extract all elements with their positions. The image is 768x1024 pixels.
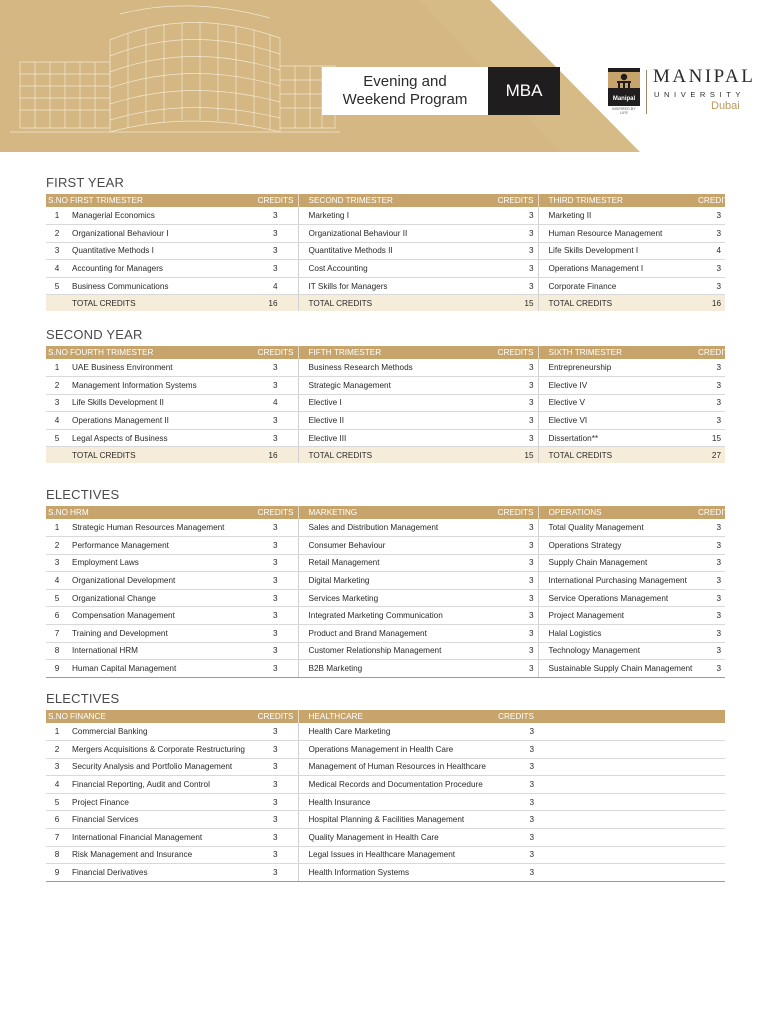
row-number: 1 bbox=[46, 359, 68, 377]
empty-cell bbox=[696, 829, 725, 847]
course-credits: 3 bbox=[486, 741, 538, 759]
course-credits: 3 bbox=[246, 377, 298, 395]
course-credits: 3 bbox=[696, 572, 725, 590]
credits-header: CREDITS bbox=[246, 194, 298, 207]
table-row bbox=[46, 207, 725, 225]
course-name: Legal Issues in Healthcare Management bbox=[298, 846, 486, 864]
table-header-row bbox=[46, 194, 725, 207]
course-name: Management of Human Resources in Healthcare bbox=[298, 758, 486, 776]
empty-cell bbox=[538, 793, 696, 811]
course-credits: 3 bbox=[486, 829, 538, 847]
column-header: HRM bbox=[68, 506, 246, 519]
table-row bbox=[46, 625, 725, 643]
column-header: MARKETING bbox=[298, 506, 486, 519]
course-name: Project Finance bbox=[68, 793, 246, 811]
empty-cell bbox=[538, 723, 696, 741]
empty-cell bbox=[696, 741, 725, 759]
row-number: 4 bbox=[46, 572, 68, 590]
course-name: Total Quality Management bbox=[538, 519, 696, 537]
row-number: 6 bbox=[46, 811, 68, 829]
course-name: Financial Reporting, Audit and Control bbox=[68, 776, 246, 794]
table-row bbox=[46, 394, 725, 412]
empty-cell bbox=[696, 811, 725, 829]
column-header: FINANCE bbox=[68, 710, 246, 723]
course-credits: 3 bbox=[486, 864, 538, 882]
course-name: Commercial Banking bbox=[68, 723, 246, 741]
total-label: TOTAL CREDITS bbox=[538, 295, 696, 311]
table-row bbox=[46, 607, 725, 625]
course-credits: 3 bbox=[246, 793, 298, 811]
course-name: International Purchasing Management bbox=[538, 572, 696, 590]
course-name: Product and Brand Management bbox=[298, 625, 486, 643]
course-name: Corporate Finance bbox=[538, 277, 696, 295]
course-credits: 3 bbox=[696, 394, 725, 412]
course-name: Elective IV bbox=[538, 377, 696, 395]
course-credits: 3 bbox=[486, 207, 538, 225]
course-name: Strategic Human Resources Management bbox=[68, 519, 246, 537]
empty-cell bbox=[538, 741, 696, 759]
course-name: IT Skills for Managers bbox=[298, 277, 486, 295]
row-number: 4 bbox=[46, 260, 68, 278]
course-credits: 3 bbox=[246, 554, 298, 572]
empty-cell bbox=[696, 776, 725, 794]
second-year-title: SECOND YEAR bbox=[46, 327, 143, 342]
course-credits: 3 bbox=[246, 537, 298, 555]
course-credits: 3 bbox=[486, 412, 538, 430]
empty-header bbox=[538, 710, 696, 723]
table-row bbox=[46, 642, 725, 660]
course-credits: 3 bbox=[486, 537, 538, 555]
empty-cell bbox=[538, 829, 696, 847]
row-number: 6 bbox=[46, 607, 68, 625]
course-credits: 3 bbox=[486, 242, 538, 260]
course-credits: 3 bbox=[696, 377, 725, 395]
course-name: Financial Derivatives bbox=[68, 864, 246, 882]
table-row bbox=[46, 277, 725, 295]
logo-city: Dubai bbox=[711, 100, 740, 112]
column-header: HEALTHCARE bbox=[298, 710, 486, 723]
course-name: Elective VI bbox=[538, 412, 696, 430]
column-header: FIRST TRIMESTER bbox=[68, 194, 246, 207]
table-row bbox=[46, 864, 725, 882]
course-credits: 3 bbox=[486, 225, 538, 243]
row-number: 3 bbox=[46, 554, 68, 572]
row-number: 8 bbox=[46, 642, 68, 660]
course-name: Performance Management bbox=[68, 537, 246, 555]
row-number: 3 bbox=[46, 242, 68, 260]
course-credits: 3 bbox=[246, 811, 298, 829]
credits-header: CREDITS bbox=[698, 196, 734, 205]
table-row bbox=[46, 758, 725, 776]
course-name: Organizational Behaviour II bbox=[298, 225, 486, 243]
course-name: Life Skills Development II bbox=[68, 394, 246, 412]
course-name: Human Capital Management bbox=[68, 660, 246, 678]
course-credits: 3 bbox=[246, 846, 298, 864]
table-row bbox=[46, 572, 725, 590]
course-credits: 3 bbox=[696, 207, 725, 225]
first-year-title: FIRST YEAR bbox=[46, 175, 125, 190]
credits-header: CREDITS bbox=[486, 194, 538, 207]
course-name: Consumer Behaviour bbox=[298, 537, 486, 555]
course-name: Elective II bbox=[298, 412, 486, 430]
course-name: Entrepreneurship bbox=[538, 359, 696, 377]
table-row bbox=[46, 741, 725, 759]
course-name: Quantitative Methods I bbox=[68, 242, 246, 260]
row-number: 9 bbox=[46, 864, 68, 882]
course-credits: 3 bbox=[246, 642, 298, 660]
course-name: Organizational Behaviour I bbox=[68, 225, 246, 243]
course-credits: 3 bbox=[696, 607, 725, 625]
course-name: Retail Management bbox=[298, 554, 486, 572]
course-credits: 3 bbox=[246, 519, 298, 537]
logo-mark-text: Manipal bbox=[612, 96, 636, 102]
course-credits: 3 bbox=[486, 589, 538, 607]
course-credits: 3 bbox=[696, 260, 725, 278]
course-credits: 3 bbox=[486, 793, 538, 811]
course-name: Operations Management in Health Care bbox=[298, 741, 486, 759]
course-name: Digital Marketing bbox=[298, 572, 486, 590]
course-name: Life Skills Development I bbox=[538, 242, 696, 260]
empty-cell bbox=[696, 864, 725, 882]
course-credits: 3 bbox=[246, 225, 298, 243]
row-number: 1 bbox=[46, 207, 68, 225]
total-row bbox=[46, 295, 725, 311]
row-number: 7 bbox=[46, 625, 68, 643]
table-row bbox=[46, 793, 725, 811]
course-credits: 4 bbox=[246, 394, 298, 412]
course-credits: 3 bbox=[246, 207, 298, 225]
course-name: Training and Development bbox=[68, 625, 246, 643]
course-credits: 3 bbox=[696, 519, 725, 537]
second-year-body bbox=[46, 359, 725, 463]
course-name: Human Resource Management bbox=[538, 225, 696, 243]
table-row bbox=[46, 260, 725, 278]
column-header: FOURTH TRIMESTER bbox=[68, 346, 246, 359]
row-number: 4 bbox=[46, 412, 68, 430]
credits-header: CREDITS bbox=[486, 506, 538, 519]
logo-tagline: INSPIRED BY LIFE bbox=[612, 107, 636, 115]
course-credits: 3 bbox=[486, 572, 538, 590]
course-credits: 4 bbox=[246, 277, 298, 295]
table-row bbox=[46, 811, 725, 829]
course-name: Managerial Economics bbox=[68, 207, 246, 225]
logo-university: UNIVERSITY bbox=[654, 90, 746, 99]
course-name: B2B Marketing bbox=[298, 660, 486, 678]
course-name: Halal Logistics bbox=[538, 625, 696, 643]
course-credits: 3 bbox=[246, 572, 298, 590]
course-credits: 3 bbox=[246, 723, 298, 741]
course-name: Technology Management bbox=[538, 642, 696, 660]
table-row bbox=[46, 359, 725, 377]
course-credits: 3 bbox=[486, 660, 538, 678]
logo-divider bbox=[646, 70, 647, 114]
sno-header: S.NO bbox=[48, 712, 69, 721]
course-name: Sustainable Supply Chain Management bbox=[538, 660, 696, 678]
table-row bbox=[46, 429, 725, 447]
course-credits: 3 bbox=[696, 589, 725, 607]
table-row bbox=[46, 829, 725, 847]
row-number: 1 bbox=[46, 723, 68, 741]
course-credits: 3 bbox=[696, 537, 725, 555]
row-number: 3 bbox=[46, 758, 68, 776]
row-number: 5 bbox=[46, 793, 68, 811]
course-name: Medical Records and Documentation Procedure bbox=[298, 776, 486, 794]
course-credits: 3 bbox=[246, 660, 298, 678]
program-title bbox=[322, 67, 488, 115]
course-name: Marketing II bbox=[538, 207, 696, 225]
course-credits: 3 bbox=[486, 846, 538, 864]
empty-cell bbox=[46, 447, 68, 463]
course-name: Operations Management I bbox=[538, 260, 696, 278]
table-header-row bbox=[46, 506, 725, 519]
empty-cell bbox=[538, 758, 696, 776]
course-credits: 3 bbox=[486, 607, 538, 625]
row-number: 5 bbox=[46, 429, 68, 447]
row-number: 4 bbox=[46, 776, 68, 794]
total-label: TOTAL CREDITS bbox=[68, 447, 246, 463]
university-logo bbox=[608, 68, 758, 116]
program-line-2: Weekend Program bbox=[342, 91, 468, 108]
course-credits: 3 bbox=[696, 642, 725, 660]
row-number: 5 bbox=[46, 589, 68, 607]
course-name: Operations Strategy bbox=[538, 537, 696, 555]
course-credits: 3 bbox=[696, 359, 725, 377]
course-name: UAE Business Environment bbox=[68, 359, 246, 377]
total-label: TOTAL CREDITS bbox=[68, 295, 246, 311]
course-credits: 3 bbox=[246, 607, 298, 625]
course-name: Elective III bbox=[298, 429, 486, 447]
course-name: Cost Accounting bbox=[298, 260, 486, 278]
course-credits: 3 bbox=[696, 660, 725, 678]
course-credits: 3 bbox=[246, 589, 298, 607]
total-credits: 16 bbox=[246, 447, 298, 463]
course-credits: 3 bbox=[486, 519, 538, 537]
table-row bbox=[46, 412, 725, 430]
total-credits: 16 bbox=[246, 295, 298, 311]
course-credits: 3 bbox=[246, 864, 298, 882]
column-header: OPERATIONS bbox=[538, 506, 696, 519]
row-number: 2 bbox=[46, 741, 68, 759]
course-credits: 3 bbox=[486, 359, 538, 377]
row-number: 2 bbox=[46, 225, 68, 243]
first-year-table bbox=[46, 194, 734, 311]
course-credits: 3 bbox=[486, 811, 538, 829]
first-year-body bbox=[46, 207, 725, 311]
course-name: Project Management bbox=[538, 607, 696, 625]
table-row bbox=[46, 519, 725, 537]
empty-cell bbox=[538, 776, 696, 794]
course-name: Employment Laws bbox=[68, 554, 246, 572]
course-name: Sales and Distribution Management bbox=[298, 519, 486, 537]
course-name: Accounting for Managers bbox=[68, 260, 246, 278]
empty-cell bbox=[538, 846, 696, 864]
course-name: International HRM bbox=[68, 642, 246, 660]
course-credits: 3 bbox=[486, 429, 538, 447]
course-name: Elective I bbox=[298, 394, 486, 412]
course-name: Hospital Planning & Facilities Management bbox=[298, 811, 486, 829]
logo-name: MANIPAL bbox=[653, 66, 756, 87]
second-year-table bbox=[46, 346, 734, 463]
course-name: Quantitative Methods II bbox=[298, 242, 486, 260]
course-credits: 3 bbox=[696, 225, 725, 243]
course-credits: 3 bbox=[696, 412, 725, 430]
course-name: Supply Chain Management bbox=[538, 554, 696, 572]
course-credits: 3 bbox=[246, 741, 298, 759]
credits-header: CREDITS bbox=[246, 710, 298, 723]
course-credits: 3 bbox=[486, 776, 538, 794]
table-row bbox=[46, 554, 725, 572]
course-credits: 3 bbox=[486, 277, 538, 295]
course-name: Services Marketing bbox=[298, 589, 486, 607]
course-credits: 3 bbox=[246, 242, 298, 260]
course-name: Risk Management and Insurance bbox=[68, 846, 246, 864]
course-credits: 3 bbox=[486, 394, 538, 412]
course-credits: 3 bbox=[696, 554, 725, 572]
course-name: Business Research Methods bbox=[298, 359, 486, 377]
credits-header: CREDITS bbox=[246, 506, 298, 519]
degree-badge: MBA bbox=[488, 67, 560, 115]
course-name: Quality Management in Health Care bbox=[298, 829, 486, 847]
course-credits: 3 bbox=[246, 758, 298, 776]
course-credits: 3 bbox=[246, 429, 298, 447]
program-line-1: Evening and bbox=[363, 73, 447, 90]
empty-cell bbox=[538, 864, 696, 882]
row-number: 3 bbox=[46, 394, 68, 412]
table-header-row bbox=[46, 710, 725, 723]
row-number: 2 bbox=[46, 537, 68, 555]
course-credits: 3 bbox=[246, 625, 298, 643]
course-credits: 3 bbox=[246, 412, 298, 430]
total-label: TOTAL CREDITS bbox=[538, 447, 696, 463]
credits-header: CREDITS bbox=[698, 348, 734, 357]
row-number: 8 bbox=[46, 846, 68, 864]
course-name: Legal Aspects of Business bbox=[68, 429, 246, 447]
empty-cell bbox=[696, 723, 725, 741]
row-number: 1 bbox=[46, 519, 68, 537]
row-number: 5 bbox=[46, 277, 68, 295]
column-header: FIFTH TRIMESTER bbox=[298, 346, 486, 359]
course-credits: 3 bbox=[246, 359, 298, 377]
electives-title: ELECTIVES bbox=[46, 487, 120, 502]
credits-header: CREDITS bbox=[486, 710, 538, 723]
total-row bbox=[46, 447, 725, 463]
table-row bbox=[46, 242, 725, 260]
sno-header: S.NO bbox=[48, 508, 69, 517]
table-row bbox=[46, 225, 725, 243]
total-label: TOTAL CREDITS bbox=[298, 295, 486, 311]
course-name: Security Analysis and Portfolio Management bbox=[68, 758, 246, 776]
course-credits: 3 bbox=[486, 642, 538, 660]
row-number: 9 bbox=[46, 660, 68, 678]
total-credits: 15 bbox=[486, 295, 538, 311]
course-name: Health Insurance bbox=[298, 793, 486, 811]
table-row bbox=[46, 660, 725, 678]
course-credits: 3 bbox=[246, 829, 298, 847]
row-number: 7 bbox=[46, 829, 68, 847]
course-name: Integrated Marketing Communication bbox=[298, 607, 486, 625]
electives-a-body bbox=[46, 519, 725, 677]
table-row bbox=[46, 377, 725, 395]
course-credits: 3 bbox=[246, 776, 298, 794]
electives-title-2: ELECTIVES bbox=[46, 691, 120, 706]
course-credits: 3 bbox=[486, 260, 538, 278]
course-credits: 3 bbox=[696, 277, 725, 295]
credits-header: CREDITS bbox=[246, 346, 298, 359]
course-credits: 3 bbox=[246, 260, 298, 278]
course-credits: 3 bbox=[486, 554, 538, 572]
course-name: Service Operations Management bbox=[538, 589, 696, 607]
course-credits: 3 bbox=[696, 625, 725, 643]
course-name: Organizational Change bbox=[68, 589, 246, 607]
course-name: Health Information Systems bbox=[298, 864, 486, 882]
course-name: Marketing I bbox=[298, 207, 486, 225]
course-name: Health Care Marketing bbox=[298, 723, 486, 741]
column-header: THIRD TRIMESTER bbox=[538, 194, 696, 207]
course-name: Business Communications bbox=[68, 277, 246, 295]
empty-header bbox=[696, 710, 725, 723]
empty-cell bbox=[696, 793, 725, 811]
empty-cell bbox=[696, 846, 725, 864]
column-header: SIXTH TRIMESTER bbox=[538, 346, 696, 359]
sno-header: S.NO bbox=[48, 348, 69, 357]
total-credits: 16 bbox=[696, 295, 725, 311]
table-row bbox=[46, 846, 725, 864]
empty-cell bbox=[46, 295, 68, 311]
course-credits: 3 bbox=[486, 758, 538, 776]
electives-hrm-marketing-operations-table bbox=[46, 506, 734, 678]
course-credits: 3 bbox=[486, 723, 538, 741]
course-name: Operations Management II bbox=[68, 412, 246, 430]
course-name: Financial Services bbox=[68, 811, 246, 829]
table-header-row bbox=[46, 346, 725, 359]
credits-header: CREDITS bbox=[486, 346, 538, 359]
course-name: Customer Relationship Management bbox=[298, 642, 486, 660]
course-credits: 3 bbox=[486, 377, 538, 395]
course-name: Dissertation** bbox=[538, 429, 696, 447]
course-name: Organizational Development bbox=[68, 572, 246, 590]
row-number: 2 bbox=[46, 377, 68, 395]
column-header: SECOND TRIMESTER bbox=[298, 194, 486, 207]
sno-header: S.NO bbox=[48, 196, 69, 205]
course-name: Elective V bbox=[538, 394, 696, 412]
table-row bbox=[46, 589, 725, 607]
electives-b-body bbox=[46, 723, 725, 881]
course-credits: 3 bbox=[486, 625, 538, 643]
empty-cell bbox=[696, 758, 725, 776]
course-name: Management Information Systems bbox=[68, 377, 246, 395]
course-name: Compensation Management bbox=[68, 607, 246, 625]
total-credits: 15 bbox=[486, 447, 538, 463]
total-credits: 27 bbox=[696, 447, 725, 463]
table-row bbox=[46, 776, 725, 794]
table-row bbox=[46, 723, 725, 741]
table-row bbox=[46, 537, 725, 555]
course-credits: 4 bbox=[696, 242, 725, 260]
course-name: Mergers Acquisitions & Corporate Restructuring bbox=[68, 741, 246, 759]
course-credits: 15 bbox=[696, 429, 725, 447]
total-label: TOTAL CREDITS bbox=[298, 447, 486, 463]
course-name: International Financial Management bbox=[68, 829, 246, 847]
course-name: Strategic Management bbox=[298, 377, 486, 395]
empty-cell bbox=[538, 811, 696, 829]
electives-finance-healthcare-table bbox=[46, 710, 725, 882]
credits-header: CREDITS bbox=[698, 508, 734, 517]
